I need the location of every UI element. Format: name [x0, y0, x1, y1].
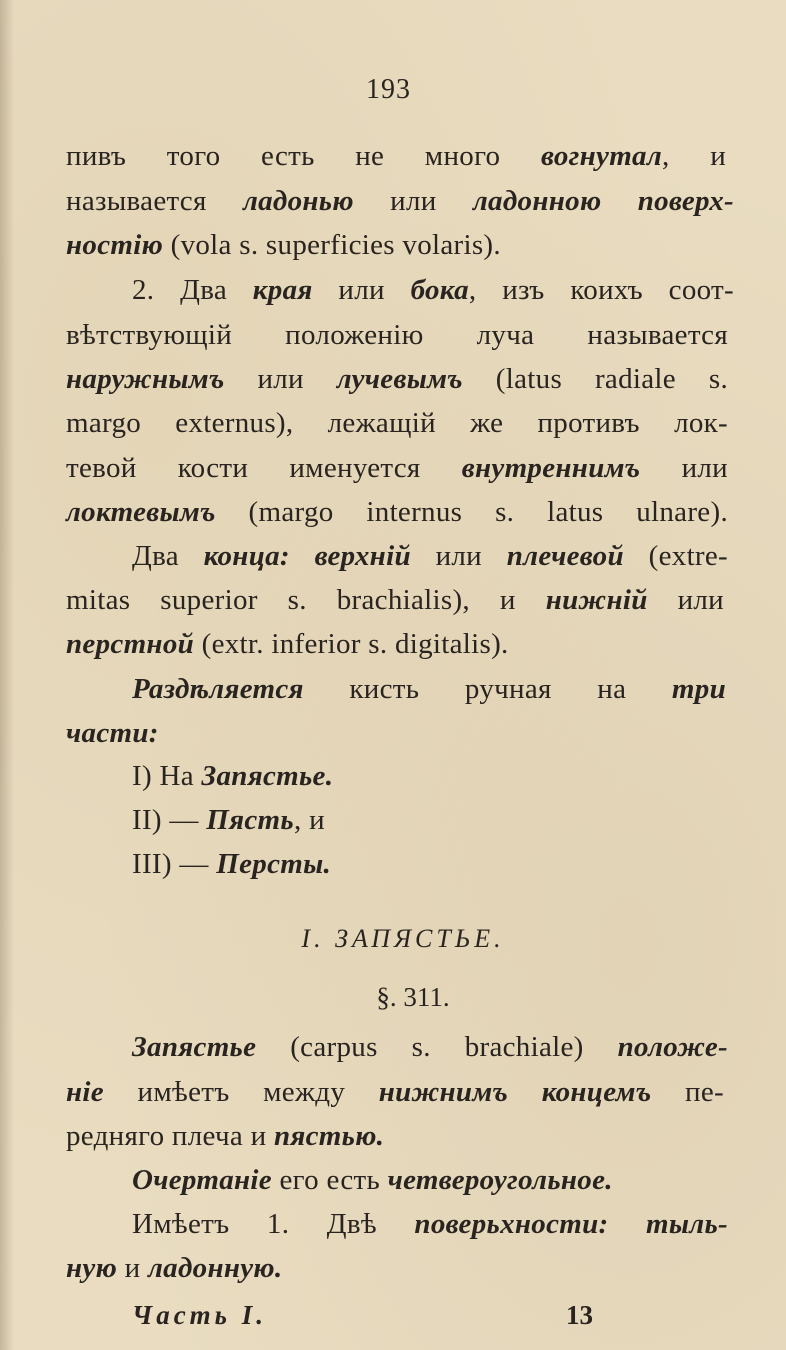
italic-term: бока — [410, 274, 469, 306]
text-segment: Два — [132, 540, 204, 572]
italic-term: плечевой — [506, 540, 624, 572]
italic-term: Очертаніе — [132, 1164, 272, 1196]
text-segment: (carpus s. brachiale) — [256, 1031, 618, 1063]
page-number: 193 — [366, 74, 411, 105]
text-line — [66, 227, 501, 263]
italic-term: поверьхности: тыль- — [414, 1208, 728, 1240]
text-segment: или — [353, 185, 473, 217]
text-segment: I) На — [132, 760, 202, 792]
italic-term: ладонью — [242, 185, 354, 217]
text-line — [132, 1162, 613, 1198]
text-segment: III) — — [132, 848, 217, 880]
text-line — [132, 272, 734, 308]
text-segment: , и — [662, 140, 727, 172]
section-title: I. ЗАПЯСТЬЕ. — [301, 924, 505, 953]
text-segment: пивъ того есть не много — [66, 140, 541, 172]
page-edge-shadow — [0, 0, 14, 1350]
text-line — [132, 1206, 728, 1242]
text-segment: и — [117, 1252, 148, 1284]
sheet-signature: 13 — [566, 1300, 593, 1330]
text-segment: (margo internus s. latus ulnare). — [215, 496, 728, 528]
text-segment: кисть ручная на — [303, 673, 672, 705]
text-line — [132, 1029, 728, 1065]
text-line — [66, 138, 726, 174]
italic-term: вогнутал — [540, 140, 663, 172]
italic-term: перстной — [66, 628, 195, 660]
text-line — [66, 450, 728, 486]
text-line — [132, 671, 726, 707]
text-segment: , изъ коихъ соот- — [468, 274, 734, 306]
text-segment: II) — — [132, 804, 207, 836]
text-line — [66, 1250, 282, 1286]
text-segment: вѣтствующій положенію луча называется — [66, 319, 728, 351]
italic-term: внутреннимъ — [461, 452, 641, 484]
italic-term: ладонную. — [147, 1252, 283, 1284]
paragraph-mark: §. 311. — [376, 982, 450, 1012]
list-item — [132, 758, 333, 794]
text-segment: (latus radiale s. — [462, 363, 728, 395]
text-line — [66, 183, 734, 219]
italic-term: конца: верхній — [203, 540, 411, 572]
italic-term: лучевымъ — [336, 363, 463, 395]
text-segment: редняго плеча и — [66, 1120, 274, 1152]
text-segment: его есть — [271, 1164, 388, 1196]
italic-term: четвероугольное. — [387, 1164, 613, 1196]
text-line — [132, 538, 728, 574]
text-segment: или — [410, 540, 507, 572]
text-segment: (vola s. superficies volaris). — [163, 229, 501, 261]
italic-term: нижній — [545, 584, 648, 616]
text-segment: или — [640, 452, 728, 484]
text-segment: имѣетъ между — [103, 1076, 379, 1108]
text-segment: или — [312, 274, 411, 306]
italic-term: ностію — [66, 229, 164, 261]
text-segment: 2. Два — [132, 274, 253, 306]
text-segment: или — [224, 363, 337, 395]
text-segment: (extr. inferior s. digitalis). — [194, 628, 509, 660]
text-line — [66, 405, 728, 441]
italic-term: края — [252, 274, 313, 306]
text-segment: (extre- — [623, 540, 729, 572]
text-segment: Имѣетъ 1. Двѣ — [132, 1208, 415, 1240]
italic-term: ладонною поверх- — [472, 185, 734, 217]
text-segment: mitas superior s. brachialis), и — [66, 584, 546, 616]
italic-term: Запястье. — [201, 760, 334, 792]
volume-signature: Часть I. — [132, 1300, 268, 1330]
text-line — [66, 494, 728, 530]
italic-term: три — [671, 673, 726, 705]
italic-term: Запястье — [132, 1031, 257, 1063]
text-segment: тевой кости именуется — [66, 452, 462, 484]
italic-term: ніе — [66, 1076, 104, 1108]
italic-term: нижнимъ концемъ — [378, 1076, 652, 1108]
text-line — [66, 317, 728, 353]
list-item — [132, 802, 325, 838]
italic-term: локтевымъ — [66, 496, 216, 528]
italic-term: Раздѣляется — [132, 673, 304, 705]
italic-term: пястью. — [273, 1120, 385, 1152]
text-line — [66, 1074, 724, 1110]
text-segment: или — [647, 584, 724, 616]
text-segment: , и — [293, 804, 325, 836]
list-item — [132, 846, 331, 882]
text-segment: называется — [66, 185, 243, 217]
italic-term: ную — [66, 1252, 118, 1284]
text-segment: margo externus), лежащій же противъ лок- — [66, 407, 728, 439]
italic-term: Пясть — [206, 804, 294, 836]
text-line — [66, 582, 724, 618]
text-segment: пе- — [651, 1076, 725, 1108]
italic-term: положе- — [617, 1031, 728, 1063]
italic-term: Персты. — [216, 848, 332, 880]
text-line — [66, 626, 509, 662]
text-line — [66, 1118, 384, 1154]
text-line — [66, 361, 728, 397]
text-line: части: — [66, 717, 159, 749]
italic-term: наружнымъ — [66, 363, 225, 395]
